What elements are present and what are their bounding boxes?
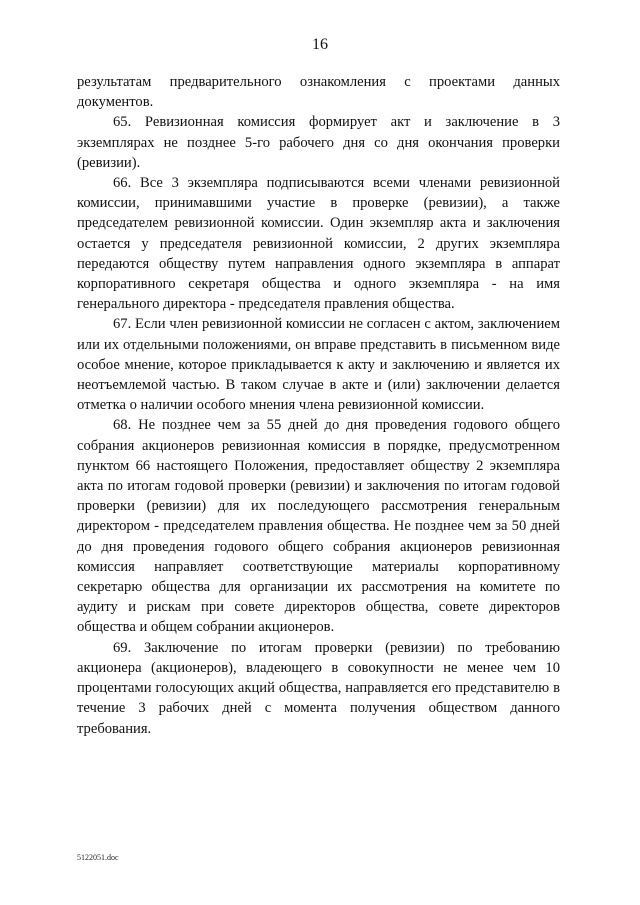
footer-filename: 5122051.doc — [77, 853, 119, 862]
paragraph-65: 65. Ревизионная комиссия формирует акт и заключение в 3 экземплярах не позднее 5-го рабочего дня со дня окончания проверки (ревизии). — [77, 114, 560, 171]
page-number: 16 — [312, 36, 328, 53]
paragraph-67: 67. Если член ревизионной комиссии не согласен с актом, заключением или их отдельными положениями, он вправе представить в письменном виде особое мнение, которое прикладывается к акту и заключению и является их неотъемлемой частью. В таком случае в акте и (или) заключении делается отметка о наличии особого мнения члена ревизионной комиссии. — [77, 316, 560, 414]
document-body — [77, 72, 560, 739]
paragraph-68: 68. Не позднее чем за 55 дней до дня проведения годового общего собрания акционеров ревизионная комиссия в порядке, предусмотренном пунктом 66 настоящего Положения, предоставляет обществу 2 экземпляра акта по итогам годовой проверки (ревизии) и заключения по итогам годовой проверки (ревизии) для их последующего рассмотрения генеральным директором - председателем правления общества. Не позднее чем за 50 дней до дня проведения годового общего собрания акционеров ревизионная комиссия направляет соответствующие материалы корпоративному секретарю общества для организации их рассмотрения на комитете по аудиту и рискам при совете директоров общества, совете директоров общества и общем собрании акционеров. — [77, 417, 560, 636]
paragraph-66: 66. Все 3 экземпляра подписываются всеми членами ревизионной комиссии, принимавшими участие в проверке (ревизии), а также председателем ревизионной комиссии. Один экземпляр акта и заключения остается у председателя ревизионной комиссии, 2 других экземпляра передаются обществу путем направления одного экземпляра в аппарат корпоративного секретаря общества и одного экземпляра - на имя генерального директора - председателя правления общества. — [77, 175, 560, 313]
paragraph-69: 69. Заключение по итогам проверки (ревизии) по требованию акционера (акционеров), владеющего в совокупности не менее чем 10 процентами голосующих акций общества, направляется его представителю в течение 3 рабочих дней с момента получения обществом данного требования. — [77, 639, 560, 737]
paragraph-continuation: результатам предварительного ознакомления с проектами данных документов. — [77, 74, 560, 111]
